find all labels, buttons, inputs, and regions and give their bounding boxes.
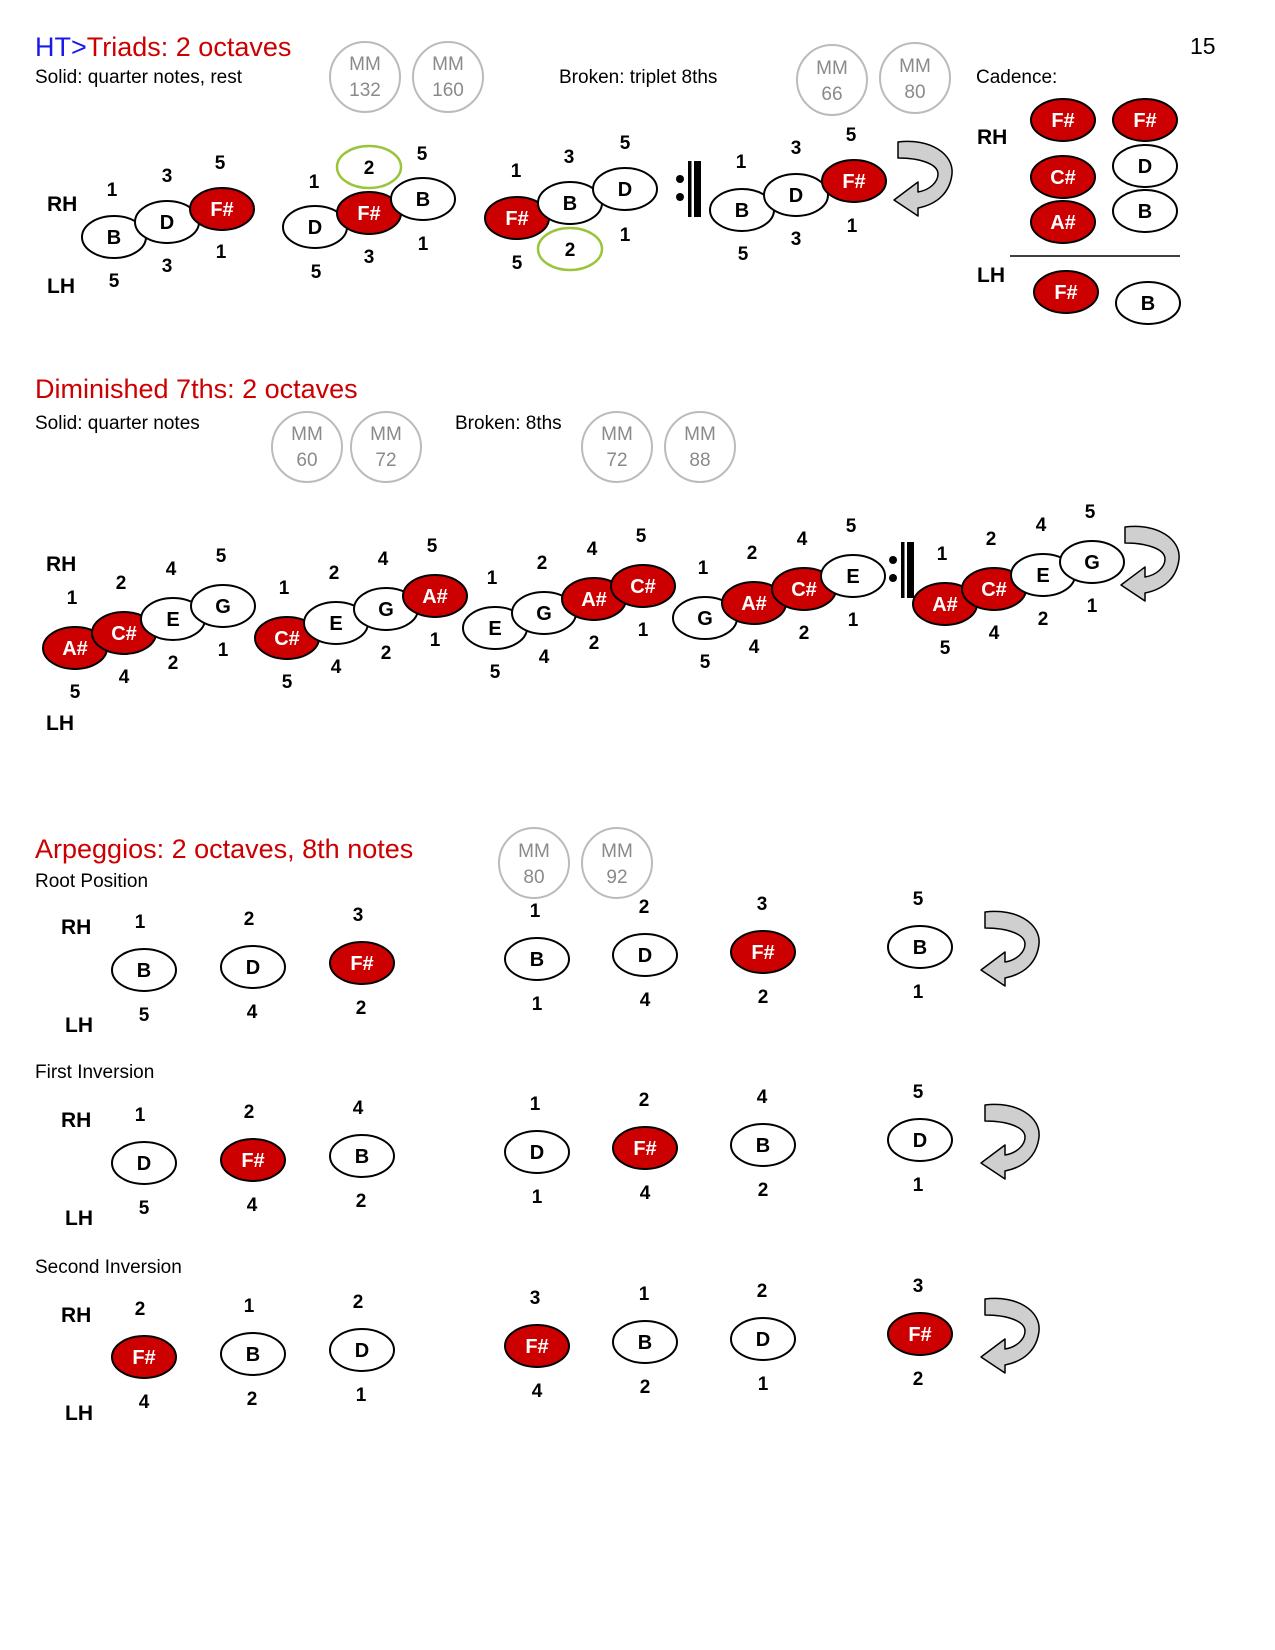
lh-finger: 1: [429, 630, 441, 651]
note-name: C#: [1050, 167, 1076, 189]
mm-label: MM: [370, 424, 402, 445]
triads-lh-label: LH: [47, 275, 75, 298]
rh-finger: 1: [66, 588, 78, 609]
diminished-solid-label: Solid: quarter notes: [35, 413, 200, 434]
mm-label: MM: [684, 424, 716, 445]
note-name: G: [697, 608, 713, 630]
note-name: F#: [350, 953, 374, 975]
note-name: D: [354, 1340, 370, 1362]
page-number: 15: [1190, 33, 1216, 59]
note-name: C#: [981, 579, 1007, 601]
note-name: F#: [633, 1138, 657, 1160]
lh-finger: 1: [531, 1187, 543, 1208]
rh-finger: 1: [134, 1105, 146, 1126]
rh-finger: 5: [912, 1082, 924, 1103]
lh-finger: 2: [167, 653, 179, 674]
arp-note: [731, 931, 795, 973]
mm-value: 66: [821, 84, 843, 105]
note-name: B: [755, 1135, 771, 1157]
lh-finger: 5: [69, 682, 81, 703]
note-name: F#: [241, 1150, 265, 1172]
rh-finger: 2: [638, 1090, 650, 1111]
arp-note: [112, 1336, 176, 1378]
arp-note: [330, 1135, 394, 1177]
note-name: B: [1137, 201, 1153, 223]
lh-finger: 1: [417, 234, 429, 255]
rh-finger: 5: [619, 133, 631, 154]
note-name: D: [159, 212, 175, 234]
root-lh-label: LH: [65, 1014, 93, 1037]
lh-finger: 1: [757, 1374, 769, 1395]
rh-finger: 5: [635, 526, 647, 547]
note-name: D: [245, 957, 261, 979]
lh-finger: 3: [161, 256, 173, 277]
lh-finger: 2: [798, 623, 810, 644]
triads-note: [764, 174, 828, 216]
arpeggios-mm-1: [499, 828, 569, 898]
note-name: D: [912, 1130, 928, 1152]
arp-note: [613, 1321, 677, 1363]
cadence-note: [1031, 156, 1095, 198]
dim-note: [403, 575, 467, 617]
rh-finger: 3: [756, 894, 768, 915]
rh-finger: 3: [563, 147, 575, 168]
note-name: D: [637, 945, 653, 967]
note-name: F#: [908, 1324, 932, 1346]
rh-finger: 5: [912, 889, 924, 910]
arp-note: [505, 1131, 569, 1173]
cadence-note: [1116, 282, 1180, 324]
mm-value: 80: [523, 867, 545, 888]
rh-finger: 2: [328, 563, 340, 584]
mm-value: 72: [375, 450, 397, 471]
note-name: D: [788, 185, 804, 207]
rh-finger: 1: [278, 578, 290, 599]
rh-finger: 2: [243, 909, 255, 930]
lh-finger: 5: [108, 271, 120, 292]
repeat-arrow-icon: [981, 911, 1039, 986]
triads-title: [35, 32, 291, 62]
lh-finger: 5: [699, 652, 711, 673]
alt-finger-lh-value: 2: [564, 240, 576, 261]
rh-finger: 5: [416, 144, 428, 165]
lh-finger: 5: [281, 672, 293, 693]
arp-note: [221, 1333, 285, 1375]
arp-note: [112, 949, 176, 991]
lh-finger: 4: [639, 1183, 651, 1204]
note-name: D: [1137, 156, 1153, 178]
lh-finger: 1: [1086, 596, 1098, 617]
arp-note: [505, 938, 569, 980]
lh-finger: 1: [355, 1385, 367, 1406]
arp-note: [221, 946, 285, 988]
triads-cadence-label: Cadence:: [976, 67, 1058, 88]
lh-finger: 4: [748, 637, 760, 658]
alt-finger-rh-value: 2: [363, 158, 375, 179]
note-name: E: [488, 618, 502, 640]
note-name: E: [166, 609, 180, 631]
arp-note: [613, 1127, 677, 1169]
arp-note: [731, 1318, 795, 1360]
diminished-broken-label: Broken: 8ths: [455, 413, 562, 434]
note-name: C#: [791, 579, 817, 601]
diminished-title: Diminished 7ths: 2 octaves: [35, 374, 358, 404]
alt-finger-lh: [538, 228, 602, 270]
note-name: G: [1084, 552, 1100, 574]
diminished-broken-mm-2: [665, 412, 735, 482]
note-name: A#: [62, 638, 88, 660]
arp-note: [888, 926, 952, 968]
mm-value: 72: [606, 450, 628, 471]
lh-finger: 5: [737, 244, 749, 265]
triads-solid-mm-2: [413, 42, 483, 112]
rh-finger: 1: [510, 161, 522, 182]
cadence-lh-label: LH: [977, 264, 1005, 287]
lh-finger: 2: [380, 643, 392, 664]
note-name: B: [136, 960, 152, 982]
note-name: F#: [525, 1336, 549, 1358]
note-name: D: [617, 179, 633, 201]
note-name: B: [1140, 293, 1156, 315]
rh-finger: 2: [536, 553, 548, 574]
rh-finger: 4: [796, 529, 808, 550]
lh-finger: 5: [511, 253, 523, 274]
diminished-solid-mm-2: [351, 412, 421, 482]
note-name: C#: [630, 576, 656, 598]
note-name: F#: [505, 208, 529, 230]
note-name: E: [1036, 565, 1050, 587]
mm-label: MM: [432, 54, 464, 75]
cadence-note: [1034, 271, 1098, 313]
rh-finger: 5: [845, 516, 857, 537]
lh-finger: 4: [246, 1002, 258, 1023]
rh-finger: 3: [790, 138, 802, 159]
lh-finger: 1: [912, 982, 924, 1003]
arp-note: [731, 1124, 795, 1166]
arp-note: [613, 934, 677, 976]
lh-finger: 3: [363, 247, 375, 268]
rh-finger: 1: [243, 1296, 255, 1317]
rh-finger: 4: [165, 559, 177, 580]
rh-finger: 2: [243, 1102, 255, 1123]
cadence-note: [1113, 99, 1177, 141]
note-name: C#: [111, 623, 137, 645]
note-name: B: [912, 937, 928, 959]
mm-label: MM: [291, 424, 323, 445]
mm-value: 132: [349, 80, 381, 101]
note-name: B: [245, 1344, 261, 1366]
note-name: F#: [1054, 282, 1078, 304]
triads-note: [190, 188, 254, 230]
note-name: G: [215, 596, 231, 618]
rh-finger: 4: [352, 1098, 364, 1119]
note-name: F#: [357, 203, 381, 225]
arpeggios-section: [35, 828, 1039, 1425]
rh-finger: 3: [529, 1288, 541, 1309]
mm-value: 92: [606, 867, 628, 888]
lh-finger: 2: [355, 998, 367, 1019]
triads-title-text: Triads: 2 octaves: [86, 32, 292, 62]
rh-finger: 1: [735, 152, 747, 173]
arpeggios-mm-2: [582, 828, 652, 898]
triads-title-prefix: HT>: [35, 32, 87, 62]
note-name: A#: [581, 589, 607, 611]
note-name: B: [415, 189, 431, 211]
note-name: D: [307, 217, 323, 239]
note-name: C#: [274, 628, 300, 650]
repeat-barline-icon: [676, 161, 701, 217]
dim-note: [1060, 541, 1124, 583]
repeat-arrow-icon: [981, 1104, 1039, 1179]
second-inversion-label: Second Inversion: [35, 1257, 182, 1278]
triads-note: [391, 178, 455, 220]
repeat-arrow-icon: [981, 1298, 1039, 1373]
rh-finger: 1: [638, 1284, 650, 1305]
rh-finger: 2: [985, 529, 997, 550]
note-name: B: [106, 227, 122, 249]
triads-solid-mm-1: [330, 42, 400, 112]
note-name: G: [536, 603, 552, 625]
mm-value: 88: [689, 450, 711, 471]
lh-finger: 1: [912, 1175, 924, 1196]
note-name: B: [734, 200, 750, 222]
mm-label: MM: [518, 841, 550, 862]
note-name: B: [354, 1146, 370, 1168]
arp-note: [330, 942, 394, 984]
rh-finger: 2: [352, 1292, 364, 1313]
rh-finger: 5: [426, 536, 438, 557]
diminished-rh-label: RH: [46, 553, 77, 576]
cadence-note: [1031, 201, 1095, 243]
lh-finger: 5: [138, 1005, 150, 1026]
triads-broken-mm-2: [880, 43, 950, 113]
note-name: F#: [842, 171, 866, 193]
lh-finger: 2: [246, 1389, 258, 1410]
diminished-broken-mm-1: [582, 412, 652, 482]
dim-note: [611, 565, 675, 607]
repeat-arrow-icon: [1121, 526, 1179, 601]
lh-finger: 1: [637, 620, 649, 641]
lh-finger: 4: [246, 1195, 258, 1216]
note-name: A#: [422, 586, 448, 608]
triads-broken-label: Broken: triplet 8ths: [559, 67, 718, 88]
note-name: B: [637, 1332, 653, 1354]
lh-finger: 5: [310, 262, 322, 283]
arpeggios-title: Arpeggios: 2 octaves, 8th notes: [35, 834, 414, 864]
dim-note: [191, 585, 255, 627]
first-inversion-label: First Inversion: [35, 1062, 155, 1083]
arp-note: [888, 1313, 952, 1355]
lh-finger: 2: [912, 1369, 924, 1390]
rh-finger: 1: [134, 912, 146, 933]
rh-finger: 5: [1084, 502, 1096, 523]
note-name: B: [562, 193, 578, 215]
triads-note: [593, 168, 657, 210]
rh-finger: 5: [845, 125, 857, 146]
rh-finger: 2: [638, 897, 650, 918]
lh-finger: 2: [757, 987, 769, 1008]
alt-finger-rh: [337, 146, 401, 188]
rh-finger: 2: [134, 1299, 146, 1320]
rh-finger: 3: [912, 1276, 924, 1297]
note-name: E: [846, 566, 860, 588]
lh-finger: 1: [215, 242, 227, 263]
diminished-lh-label: LH: [46, 712, 74, 735]
rh-finger: 1: [529, 1094, 541, 1115]
lh-finger: 2: [757, 1180, 769, 1201]
rh-finger: 1: [308, 172, 320, 193]
mm-value: 60: [296, 450, 318, 471]
rh-finger: 4: [1035, 515, 1047, 536]
note-name: G: [378, 599, 394, 621]
note-name: A#: [1050, 212, 1076, 234]
mm-value: 160: [432, 80, 464, 101]
rh-finger: 2: [115, 573, 127, 594]
note-name: E: [329, 613, 343, 635]
cadence-note: [1113, 190, 1177, 232]
mm-label: MM: [816, 58, 848, 79]
rh-finger: 5: [214, 153, 226, 174]
triads-rh-label: RH: [47, 193, 78, 216]
repeat-barline-icon: [889, 542, 914, 598]
arp-note: [221, 1139, 285, 1181]
arp-note: [112, 1142, 176, 1184]
triads-section: [35, 32, 1180, 324]
rh-finger: 1: [106, 180, 118, 201]
second-rh-label: RH: [61, 1304, 92, 1327]
note-name: A#: [932, 594, 958, 616]
repeat-arrow-icon: [894, 141, 952, 216]
lh-finger: 1: [619, 225, 631, 246]
lh-finger: 4: [118, 667, 130, 688]
dim-note: [821, 555, 885, 597]
note-name: D: [529, 1142, 545, 1164]
lh-finger: 2: [588, 633, 600, 654]
cadence-note: [1113, 145, 1177, 187]
lh-finger: 4: [639, 990, 651, 1011]
arp-note: [505, 1325, 569, 1367]
lh-finger: 4: [988, 623, 1000, 644]
second-lh-label: LH: [65, 1402, 93, 1425]
note-name: A#: [741, 593, 767, 615]
rh-finger: 1: [486, 568, 498, 589]
triads-solid-label: Solid: quarter notes, rest: [35, 67, 242, 88]
rh-finger: 4: [586, 539, 598, 560]
lh-finger: 4: [138, 1392, 150, 1413]
rh-finger: 1: [936, 544, 948, 565]
mm-label: MM: [601, 424, 633, 445]
diminished-section: [35, 374, 1179, 735]
note-name: F#: [1051, 110, 1075, 132]
lh-finger: 4: [531, 1381, 543, 1402]
mm-value: 80: [904, 82, 926, 103]
lh-finger: 5: [489, 662, 501, 683]
cadence-rh-label: RH: [977, 126, 1008, 149]
rh-finger: 3: [161, 166, 173, 187]
note-name: F#: [751, 942, 775, 964]
lh-finger: 5: [138, 1198, 150, 1219]
note-name: F#: [132, 1347, 156, 1369]
lh-finger: 5: [939, 638, 951, 659]
note-name: F#: [1133, 110, 1157, 132]
lh-finger: 4: [538, 647, 550, 668]
mm-label: MM: [899, 56, 931, 77]
rh-finger: 5: [215, 546, 227, 567]
lh-finger: 4: [330, 657, 342, 678]
cadence-note: [1031, 99, 1095, 141]
root-position-label: Root Position: [35, 871, 149, 892]
rh-finger: 1: [529, 901, 541, 922]
first-lh-label: LH: [65, 1207, 93, 1230]
rh-finger: 4: [756, 1087, 768, 1108]
rh-finger: 2: [756, 1281, 768, 1302]
rh-finger: 1: [697, 558, 709, 579]
mm-label: MM: [349, 54, 381, 75]
mm-label: MM: [601, 841, 633, 862]
lh-finger: 2: [639, 1377, 651, 1398]
rh-finger: 3: [352, 905, 364, 926]
lh-finger: 2: [1037, 609, 1049, 630]
triads-broken-mm-1: [797, 45, 867, 115]
root-rh-label: RH: [61, 916, 92, 939]
note-name: D: [755, 1329, 771, 1351]
diminished-solid-mm-1: [272, 412, 342, 482]
arp-note: [330, 1329, 394, 1371]
lh-finger: 1: [217, 640, 229, 661]
lh-finger: 1: [531, 994, 543, 1015]
arp-note: [888, 1119, 952, 1161]
note-name: F#: [210, 199, 234, 221]
first-rh-label: RH: [61, 1109, 92, 1132]
lh-finger: 3: [790, 229, 802, 250]
triads-note: [822, 160, 886, 202]
lh-finger: 1: [847, 610, 859, 631]
rh-finger: 2: [746, 543, 758, 564]
note-name: B: [529, 949, 545, 971]
rh-finger: 4: [377, 549, 389, 570]
note-name: D: [136, 1153, 152, 1175]
lh-finger: 2: [355, 1191, 367, 1212]
lh-finger: 1: [846, 216, 858, 237]
